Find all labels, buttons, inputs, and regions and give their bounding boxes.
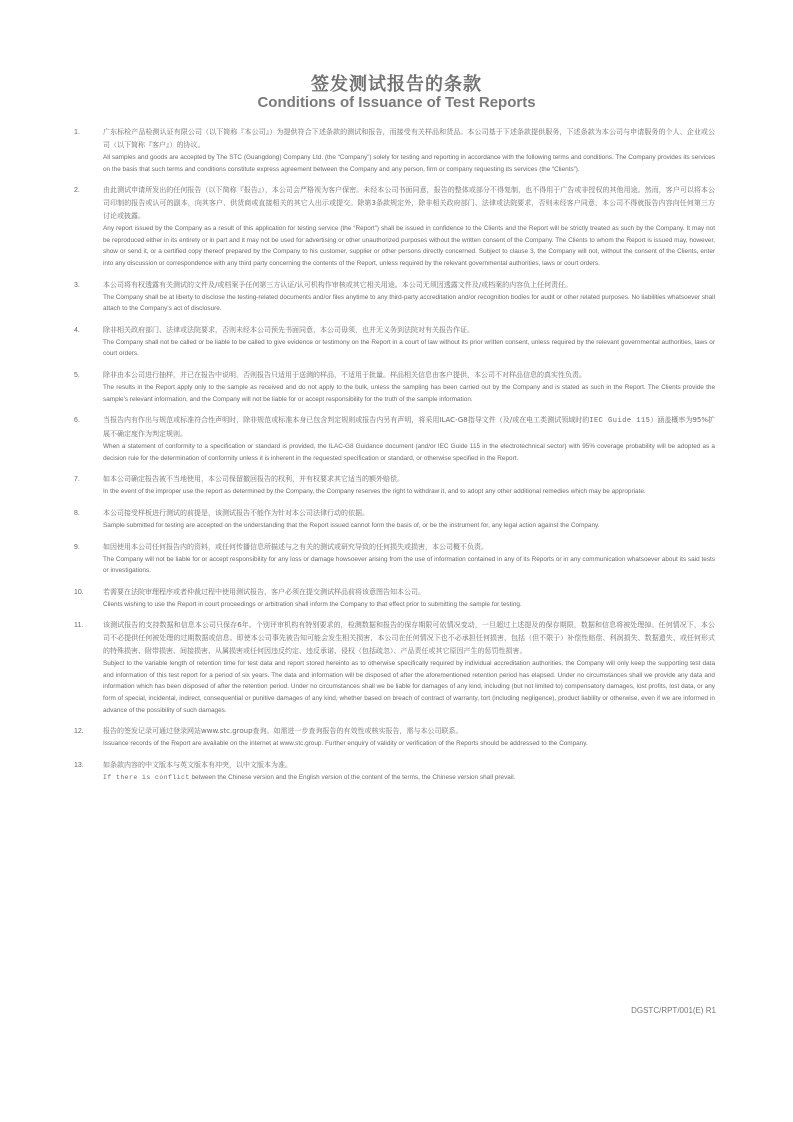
term-number: 4. — [74, 326, 80, 334]
document-code: DGSTC/RPT/001(E) R1 — [631, 1006, 716, 1015]
term-text-cn: 本公司接受样板进行测试的前提是，该测试报告不能作为针对本公司法律行动的依据。 — [103, 508, 369, 517]
term-number: 10. — [74, 588, 84, 596]
term-item-9 — [0, 541, 793, 577]
term-item-1 — [0, 126, 793, 175]
term-text-cn: 除非相关政府部门、法律或法院要求，否则未经本公司预先书面同意，本公司毋须，也并无义务到法院对有关报告作证。 — [103, 325, 474, 334]
terms-list — [0, 126, 793, 792]
term-text-en: When a statement of conformity to a specification or standard is provided, the ILAC-G8 Guidance document (and/or IEC Guide 115 in the electrotechnical sector) with 95% coverage probability will be adopted as a decision rule for the determination of conformity unless it is inherent in the requested specification or standard, or otherwise specified in the Report. — [103, 443, 715, 462]
title-english: Conditions of Issuance of Test Reports — [257, 94, 536, 111]
term-text-en-part: between the Chinese version and the English version of the content of the terms, the Chinese version shall prevail. — [189, 773, 516, 781]
term-text-cn-mono: IEC Guide 115 — [589, 417, 651, 426]
term-number: 11. — [74, 622, 84, 630]
term-text-en — [103, 772, 715, 784]
term-number: 9. — [74, 543, 80, 551]
term-text-en: Sample submitted for testing are accepted on the understanding that the Report issued cannot form the basis of, or be the instrument for, any legal action against the Company. — [103, 521, 600, 529]
term-text-cn-part: 当报告内有作出与规范或标准符合性声明时，除非规范或标准本身已包含判定规则或报告内另有声明，将采用ILAC-G8指导文件（及/或在电工类测试领域时的 — [103, 416, 590, 425]
term-item-10 — [0, 586, 793, 611]
term-text-cn: 如条款内容的中文版本与英文版本有冲突，以中文版本为准。 — [103, 760, 292, 769]
term-item-2 — [0, 184, 793, 269]
term-text-en: Issuance records of the Report are available on the internet at www.stc.group. Further enquiry of validity or verification of the Reports should be addressed to the Company. — [103, 740, 588, 748]
term-text-en: Any report issued by the Company as a result of this application for testing service (the “Report”) shall be issued in confidence to the Clients and the Report will be strictly treated as such by the Company. It may not be reproduced either in its entirety or in part and it may not be used for advertising or other unauthorized purposes without the written consent of the Company. The Clients to whom the Report is issued may, however, show or send it, or a certified copy thereof prepared by the Company to his customer, supplier or other persons directly concerned. Subject to clause 3, the Company will not, without the consent of the Clients, enter into any discussion or correspondence with any third party concerning the contents of the Report, unless required by the relevant governmental authorities, laws or court orders. — [103, 225, 715, 267]
term-text-cn: 除非由本公司进行抽样，并已在报告中说明，否则报告只适用于送测的样品，不适用于批量。样品相关信息由客户提供，本公司不对样品信息的真实性负责。 — [103, 370, 586, 379]
title-chinese: 签发测试报告的条款 — [311, 74, 482, 95]
term-text-en: The Company will not be liable for or accept responsibility for any loss or damage howsoever arising from the use of information contained in any of its Reports or in any communication whatsoever about its said tests or investigations. — [103, 555, 715, 575]
term-item-6 — [0, 414, 793, 464]
term-item-12 — [0, 725, 793, 750]
term-number: 7. — [74, 476, 80, 484]
term-item-8 — [0, 507, 793, 532]
term-number: 3. — [74, 281, 80, 289]
term-text-cn: 若需要在法院审理程序或者仲裁过程中使用测试报告，客户必须在提交测试样品前将该意图告知本公司。 — [103, 587, 425, 596]
term-number: 5. — [74, 371, 80, 379]
term-number: 8. — [74, 509, 80, 517]
term-text-cn: 如本公司确定报告被不当地使用，本公司保留撤回报告的权利，并有权要求其它适当的额外赔偿。 — [103, 475, 404, 484]
term-text-en-mono: If there is conflict — [103, 773, 190, 781]
term-number: 6. — [74, 417, 80, 425]
term-text-cn: 广东标检产品检测认证有限公司（以下简称『本公司』）为提供符合下述条款的测试和报告，而接受有关样品和货品。本公司基于下述条款提供服务，下述条款为本公司与申请服务的个人、企业或公司（以下简称『客户』）的协议。 — [103, 128, 715, 149]
term-item-13 — [0, 759, 793, 784]
term-text-cn: 报告的签发记录可通过登录网站www.stc.group查询。如需进一步查询报告的有效性或核实报告，需与本公司联系。 — [103, 727, 463, 736]
term-text-en: All samples and goods are accepted by The STC (Guangdong) Company Ltd. (the “Company”) solely for testing and reporting in accordance with the following terms and conditions. The Company provides its services on the basis that such terms and conditions constitute express agreement between the Company and any person, firm or company requesting its services (the “Clients”). — [103, 154, 715, 173]
term-item-4 — [0, 324, 793, 360]
term-item-11 — [0, 619, 793, 716]
term-text-cn: 该测试报告的支持数据和信息本公司只保存6年。个别评审机构有特别要求的，检测数据和报告的保存期限可依情况变动，一旦超过上述提及的保存期限，数据和信息将被处理掉。任何情况下，本公司不必提供任何被处理的过期数据或信息。即使本公司事先被告知可能会发生相关损害，本公司在任何情况下也不必承担任何损害，包括（但不限于）补偿性赔偿、利润损失、数据遗失、或任何形式的特殊损害、附带损害、间接损害、从属损害或任何因违反约定、违反承诺、侵权（包括疏忽）、产品责任或其它原因产生的惩罚性损害。 — [103, 621, 715, 656]
term-text-cn: 如因使用本公司任何报告内的资料，或任何传播信息所描述与之有关的测试或研究导致的任何损失或损害，本公司概不负责。 — [103, 542, 488, 551]
term-number: 13. — [74, 761, 84, 769]
term-text-en: Subject to the variable length of retention time for test data and report stored hereinto as to otherwise specifically required by individual accreditation authorities, the Company will only keep the supporting test data and information of this test report for a period of six years. The data and information will be disposed of after the aforementioned retention period has elapsed. Under no circumstances shall we provide any data and information which has been disposed of after the retention period. Under no circumstances shall we be liable for damages of any kind, including (but not limited to) compensatory damages, lost profits, lost data, or any form of special, incidental, indirect, consequential or punitive damages of any kind, whether based on breach of contract of warranty, tort (including negligence), product liability or otherwise, even if we are informed in advance of the possibility of such damages. — [103, 660, 715, 714]
term-number: 1. — [74, 129, 80, 136]
term-number: 12. — [74, 728, 84, 736]
term-item-5 — [0, 369, 793, 405]
term-text-en: The Company shall be at liberty to disclose the testing-related documents and/or files anytime to any third-party accreditation and/or recognition bodies for audit or other related purposes. No liabilities whatsoever shall attach to the Company’s act of disclosure. — [103, 293, 715, 313]
term-text-cn — [103, 414, 715, 441]
term-text-en: The results in the Report apply only to the sample as received and do not apply to the bulk, unless the sampling has been carried out by the Company and is stated as such in the Report. The Clients provide the sample’s relevant information, and the Company will not be liable for or accept responsibility for the truth of the sample information. — [103, 383, 715, 403]
term-text-cn-part: ）涵盖概率为95%扩展不确定度作为判定规则。 — [103, 416, 716, 439]
term-text-en: In the event of the improper use the report as determined by the Company, the Company reserves the right to withdraw it, and to adopt any other additional remedies which may be appropriate. — [103, 488, 646, 496]
term-text-en: The Company shall not be called or be liable to be called to give evidence or testimony on the Report in a court of law without its prior written consent, unless required by the relevant governmental authorities, laws or court orders. — [103, 338, 715, 358]
term-item-7 — [0, 473, 793, 498]
term-text-cn: 本公司将有权透露有关测试的文件及/或档案予任何第三方认证/认可机构作审核或其它相关用途。本公司无须因透露文件及/或档案的内容负上任何责任。 — [103, 280, 573, 289]
term-text-en: Clients wishing to use the Report in court proceedings or arbitration shall inform the Company to that effect prior to submitting the sample for testing. — [103, 600, 522, 608]
term-number: 2. — [74, 187, 80, 195]
term-item-3 — [0, 279, 793, 315]
term-text-cn: 由此测试申请所发出的任何报告（以下简称『报告』），本公司会严格视为客户保密。未经本公司书面同意，报告的整体或部分不得复制，也不得用于广告或非授权的其他用途。然而，客户可以将本公司印制的报告或认可的副本，向其客户、供货商或直接相关的其它人出示或提交。除第3条款规定外，除非相关政府部门、法律或法院要求，否则未经客户同意，本公司不得就报告内容向任何第三方讨论或披露。 — [103, 186, 715, 221]
